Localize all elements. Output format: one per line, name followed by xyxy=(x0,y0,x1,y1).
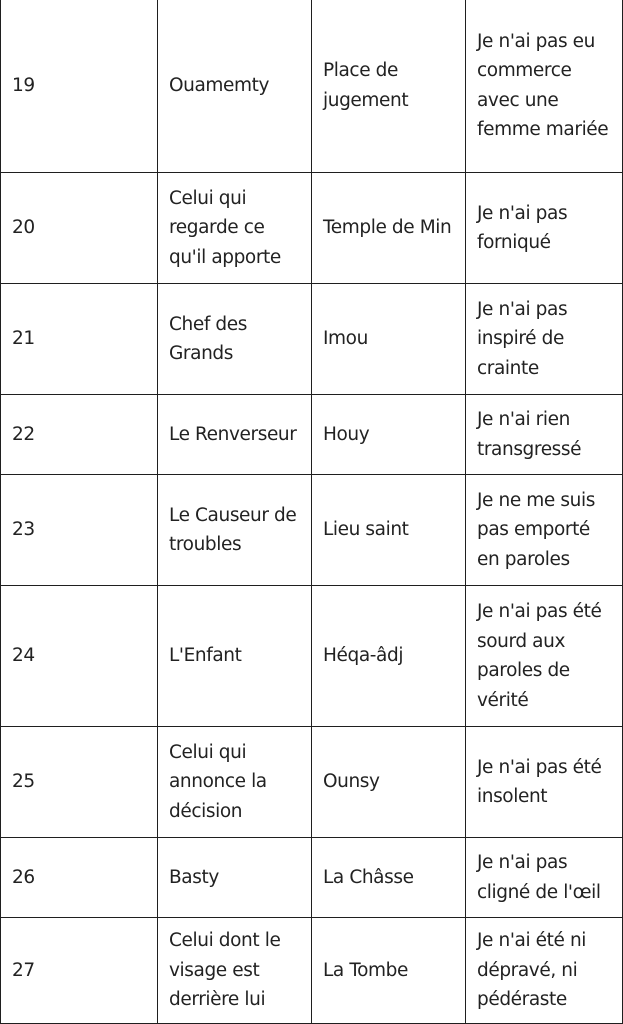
place-name: Houy xyxy=(312,395,466,475)
deity-name: Basty xyxy=(158,838,312,918)
row-number: 20 xyxy=(1,173,158,284)
confession-text: Je ne me suis pas emporté en paroles xyxy=(466,475,623,586)
place-name: Héqa-âdj xyxy=(312,586,466,727)
deity-name: Ouamemty xyxy=(158,0,312,173)
place-name: Ounsy xyxy=(312,727,466,838)
row-number: 19 xyxy=(1,0,158,173)
table-row xyxy=(1,918,623,1024)
table-row xyxy=(1,475,623,586)
place-name: Temple de Min xyxy=(312,173,466,284)
deity-name: Le Causeur de troubles xyxy=(158,475,312,586)
table-row xyxy=(1,395,623,475)
deity-name: L'Enfant xyxy=(158,586,312,727)
confession-text: Je n'ai rien transgressé xyxy=(466,395,623,475)
confession-text: Je n'ai été ni dépravé, ni pédéraste xyxy=(466,918,623,1024)
row-number: 24 xyxy=(1,586,158,727)
deity-name: Le Renverseur xyxy=(158,395,312,475)
place-name: Place de jugement xyxy=(312,0,466,173)
confession-text: Je n'ai pas été sourd aux paroles de vérité xyxy=(466,586,623,727)
row-number: 23 xyxy=(1,475,158,586)
table-row xyxy=(1,173,623,284)
confession-text: Je n'ai pas forniqué xyxy=(466,173,623,284)
deity-name: Celui qui regarde ce qu'il apporte xyxy=(158,173,312,284)
confession-text: Je n'ai pas été insolent xyxy=(466,727,623,838)
place-name: La Tombe xyxy=(312,918,466,1024)
table-row xyxy=(1,0,623,173)
table-row xyxy=(1,727,623,838)
table-row xyxy=(1,284,623,395)
row-number: 26 xyxy=(1,838,158,918)
row-number: 21 xyxy=(1,284,158,395)
row-number: 25 xyxy=(1,727,158,838)
confession-text: Je n'ai pas cligné de l'œil xyxy=(466,838,623,918)
place-name: Lieu saint xyxy=(312,475,466,586)
deity-name: Celui dont le visage est derrière lui xyxy=(158,918,312,1024)
row-number: 22 xyxy=(1,395,158,475)
place-name: La Châsse xyxy=(312,838,466,918)
confession-text: Je n'ai pas inspiré de crainte xyxy=(466,284,623,395)
table-row xyxy=(1,586,623,727)
deity-name: Chef des Grands xyxy=(158,284,312,395)
deity-name: Celui qui annonce la décision xyxy=(158,727,312,838)
place-name: Imou xyxy=(312,284,466,395)
row-number: 27 xyxy=(1,918,158,1024)
table-row xyxy=(1,838,623,918)
confession-text: Je n'ai pas eu commerce avec une femme mariée xyxy=(466,0,623,173)
